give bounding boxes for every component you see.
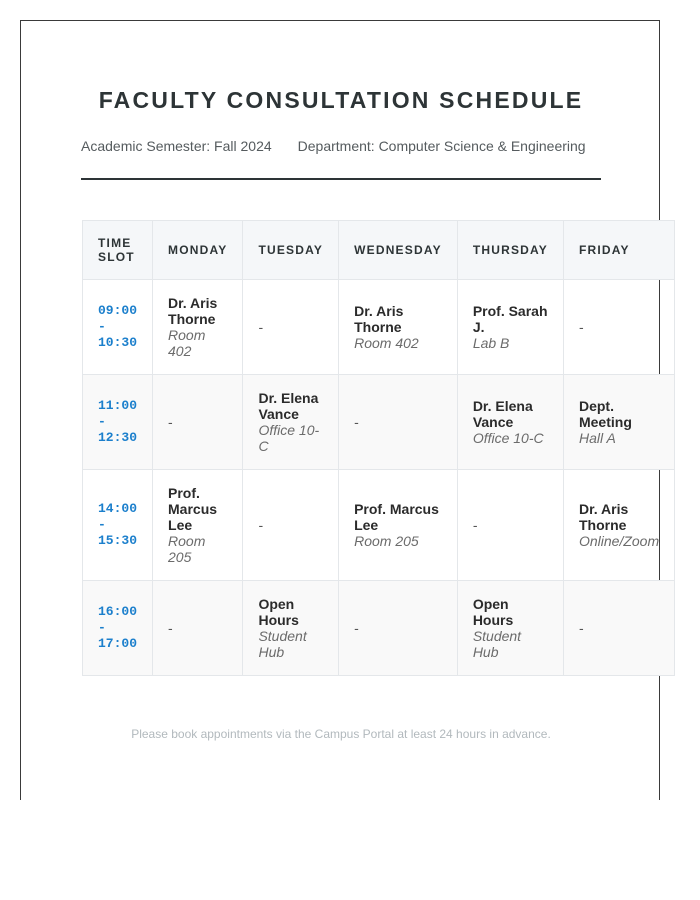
- slot-cell: [243, 470, 339, 581]
- slot-cell: [339, 470, 458, 581]
- header-tuesday: TUESDAY: [243, 221, 339, 280]
- semester-label: Academic Semester: Fall 2024: [81, 138, 272, 154]
- table-header-row: [83, 221, 675, 280]
- header-monday: MONDAY: [153, 221, 243, 280]
- empty-slot: -: [258, 319, 264, 335]
- department-label: Department: Computer Science & Engineering: [297, 138, 586, 154]
- title-divider: [81, 178, 601, 180]
- location: Online/Zoom: [578, 533, 660, 549]
- table-row: [83, 470, 675, 581]
- faculty-name: Open Hours: [472, 596, 514, 628]
- empty-slot: -: [578, 319, 584, 335]
- empty-slot: -: [578, 620, 584, 636]
- slot-cell: [563, 581, 674, 676]
- slot-cell: [153, 470, 243, 581]
- location: Room 205: [354, 533, 419, 549]
- slot-cell: [457, 470, 563, 581]
- slot-cell: [243, 581, 339, 676]
- faculty-name: Dr. Aris Thorne: [354, 303, 404, 335]
- faculty-name: Prof. Marcus Lee: [354, 501, 439, 533]
- booking-note: Please book appointments via the Campus Portal at least 24 hours in advance.: [131, 727, 551, 741]
- empty-slot: -: [354, 414, 359, 430]
- location: Hall A: [578, 430, 616, 446]
- header-wednesday: WEDNESDAY: [339, 221, 458, 280]
- document-meta: [81, 138, 601, 154]
- faculty-name: Dept. Meeting: [578, 398, 632, 430]
- slot-cell: [563, 470, 674, 581]
- empty-slot: -: [354, 620, 359, 636]
- time-slot: 11:00 - 12:30: [83, 375, 153, 470]
- header-time-slot: TIME SLOT: [83, 221, 153, 280]
- schedule-document: [20, 20, 660, 800]
- time-slot: 09:00 - 10:30: [83, 280, 153, 375]
- header-friday: FRIDAY: [563, 221, 674, 280]
- empty-slot: -: [472, 517, 478, 533]
- faculty-name: Open Hours: [258, 596, 299, 628]
- slot-cell: [339, 581, 458, 676]
- schedule-table: [82, 220, 675, 676]
- slot-cell: [243, 375, 339, 470]
- slot-cell: [153, 375, 243, 470]
- location: Student Hub: [472, 628, 522, 660]
- faculty-name: Dr. Elena Vance: [472, 398, 533, 430]
- slot-cell: [339, 280, 458, 375]
- table-row: [83, 581, 675, 676]
- slot-cell: [457, 280, 563, 375]
- location: Office 10-C: [472, 430, 544, 446]
- document-title: FACULTY CONSULTATION SCHEDULE: [98, 87, 584, 113]
- faculty-name: Dr. Elena Vance: [258, 390, 319, 422]
- location: Office 10-C: [258, 422, 320, 454]
- location: Room 402: [354, 335, 419, 351]
- location: Lab B: [472, 335, 510, 351]
- slot-cell: [457, 581, 563, 676]
- empty-slot: -: [168, 620, 173, 636]
- empty-slot: -: [168, 414, 173, 430]
- location: Room 402: [168, 327, 206, 359]
- time-slot: 14:00 - 15:30: [83, 470, 153, 581]
- location: Room 205: [168, 533, 206, 565]
- header-thursday: THURSDAY: [457, 221, 563, 280]
- slot-cell: [339, 375, 458, 470]
- slot-cell: [457, 375, 563, 470]
- faculty-name: Dr. Aris Thorne: [578, 501, 629, 533]
- empty-slot: -: [258, 517, 264, 533]
- slot-cell: [243, 280, 339, 375]
- faculty-name: Prof. Marcus Lee: [168, 485, 218, 533]
- slot-cell: [563, 280, 674, 375]
- time-slot: 16:00 - 17:00: [83, 581, 153, 676]
- slot-cell: [153, 280, 243, 375]
- location: Student Hub: [258, 628, 307, 660]
- slot-cell: [563, 375, 674, 470]
- faculty-name: Prof. Sarah J.: [472, 303, 548, 335]
- table-row: [83, 375, 675, 470]
- faculty-name: Dr. Aris Thorne: [168, 295, 218, 327]
- slot-cell: [153, 581, 243, 676]
- table-row: [83, 280, 675, 375]
